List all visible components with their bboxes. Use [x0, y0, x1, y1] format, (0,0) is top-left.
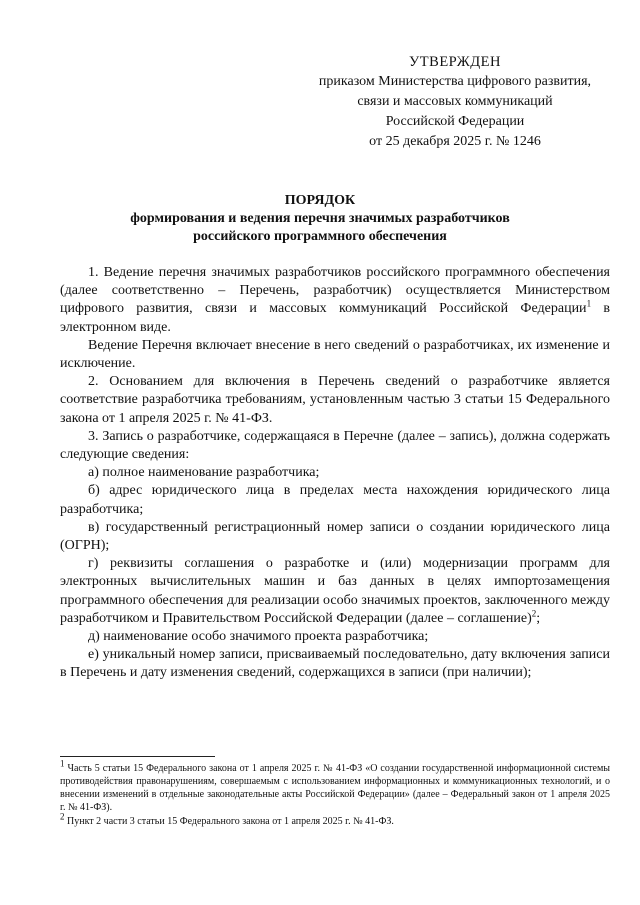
- list-item-a: а) полное наименование разработчика;: [88, 465, 320, 481]
- footnote-2: $^2$ Пункт 2 части 3 статьи 15 Федерального закона от 1 апреля 2025 г. № 41-ФЗ.: [60, 811, 394, 827]
- list-item-b: б) адрес юридического лица в пределах места нахождения юридического лица разработчика;: [60, 483, 610, 517]
- list-item-e: е) уникальный номер записи, присваиваемый последовательно, дату включения записи в Перечень и дату изменения сведений, содержащихся в записи (при наличии);: [60, 647, 610, 681]
- title-main: ПОРЯДОК: [284, 193, 356, 208]
- approval-date: от 25 декабря 2025 г. № 1246: [369, 134, 541, 149]
- footnote-divider: [60, 756, 215, 757]
- list-item-g: г) реквизиты соглашения о разработке и (или) модернизации программ для электронных вычислительных машин и баз данных в целях импортозамещения программного обеспечения для реализации особо значимых проектов, заключенного между разработчиком и Правительством Российской Федерации (далее – соглашение)$^2$;: [60, 556, 610, 626]
- title-subtitle-line: формирования и ведения перечня значимых разработчиков: [130, 211, 510, 226]
- paragraph-1: 1. Ведение перечня значимых разработчиков российского программного обеспечения (далее соответственно – Перечень, разработчик) осуществляется Министерством цифрового развития, связи и массовых коммуникаций Российской Федерации$^1$ в электронном виде.: [60, 265, 610, 335]
- footnotes: [60, 758, 610, 829]
- paragraph-2: Ведение Перечня включает внесение в него сведений о разработчиках, их изменение и исключение.: [60, 337, 610, 372]
- approval-line: приказом Министерства цифрового развития,: [318, 74, 592, 89]
- footnote-1: $^1$ Часть 5 статьи 15 Федерального закона от 1 апреля 2025 г. № 41-ФЗ «О создании государственной информационной системы противодействия правонарушениям, совершаемым с использованием информационных и коммуникационных технологий, и о внесении изменений в отдельные законодательные акты Российской Федерации» (далее – Федеральный закон от 1 апреля 2025 г. № 41-ФЗ).: [60, 758, 610, 813]
- title-subtitle-line: российского программного обеспечения: [193, 229, 447, 244]
- paragraph-4: 3. Запись о разработчике, содержащаяся в Перечне (далее – запись), должна содержать следующие сведения:: [60, 428, 610, 463]
- list-item-d: д) наименование особо значимого проекта разработчика;: [88, 629, 429, 645]
- document-body: [60, 264, 610, 683]
- footnote-ref-1: 1: [586, 298, 592, 309]
- footnote-ref-2: 2: [531, 608, 537, 619]
- approval-line: Российской Федерации: [385, 114, 525, 129]
- approval-line: связи и массовых коммуникаций: [357, 94, 553, 109]
- approval-heading: УТВЕРЖДЕН: [409, 54, 501, 70]
- document-title: [60, 192, 580, 246]
- list-item-v: в) государственный регистрационный номер записи о создании юридического лица (ОГРН);: [60, 519, 610, 554]
- paragraph-3: 2. Основанием для включения в Перечень сведений о разработчике является соответствие разработчика требованиям, установленным частью 3 статьи 15 Федерального закона от 1 апреля 2025 г. № 41-ФЗ.: [60, 374, 610, 426]
- approval-stamp: [300, 52, 610, 152]
